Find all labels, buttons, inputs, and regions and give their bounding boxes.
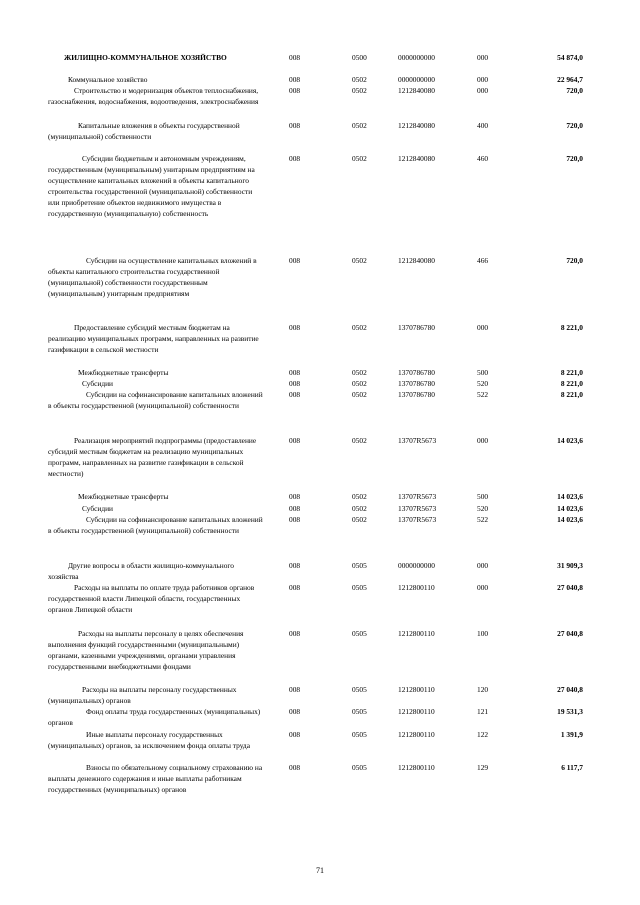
row-name: Фонд оплаты труда государственных (муниципальных) органов — [48, 707, 261, 727]
row-target-article: 13707R5673 — [398, 436, 437, 445]
row-expense-type: 100 — [477, 629, 489, 638]
row-expense-type: 000 — [477, 75, 489, 84]
row-section: 0500 — [352, 53, 367, 62]
row-target-article: 1212840080 — [398, 86, 435, 95]
row-name: Субсидии — [82, 379, 114, 388]
row-grbs: 008 — [289, 436, 301, 445]
row-target-article: 1370786780 — [398, 379, 435, 388]
row-section: 0505 — [352, 629, 367, 638]
row-name: Субсидии на софинансирование капитальных вложений в объекты государственной (муниципальной) собственности — [48, 390, 263, 410]
row-section: 0502 — [352, 256, 367, 265]
row-expense-type: 500 — [477, 368, 489, 377]
row-name: Субсидии на софинансирование капитальных вложений в объекты государственной (муниципальной) собственности — [48, 515, 263, 535]
row-grbs: 008 — [289, 730, 301, 739]
row-grbs: 008 — [289, 53, 301, 62]
row-sum: 14 023,6 — [557, 492, 583, 501]
row-name: Предоставление субсидий местным бюджетам на реализацию муниципальных программ, направленных на развитие газификации в сельской местности — [48, 323, 259, 354]
row-sum: 27 040,8 — [557, 583, 583, 592]
row-target-article: 1212840080 — [398, 256, 435, 265]
row-section: 0502 — [352, 515, 367, 524]
row-expense-type: 000 — [477, 561, 489, 570]
row-target-article: 13707R5673 — [398, 492, 437, 501]
row-expense-type: 122 — [477, 730, 489, 739]
row-sum: 720,0 — [566, 154, 583, 163]
row-sum: 8 221,0 — [560, 323, 583, 332]
row-expense-type: 129 — [477, 763, 489, 772]
row-expense-type: 522 — [477, 515, 489, 524]
row-sum: 8 221,0 — [560, 390, 583, 399]
row-sum: 31 909,3 — [557, 561, 583, 570]
row-section: 0505 — [352, 583, 367, 592]
row-name: Строительство и модернизация объектов теплоснабжения, газоснабжения, водоснабжения, водоотведения, электроснабжения — [48, 86, 259, 106]
row-grbs: 008 — [289, 86, 301, 95]
row-section: 0505 — [352, 561, 367, 570]
row-grbs: 008 — [289, 561, 301, 570]
row-expense-type: 400 — [477, 121, 489, 130]
row-target-article: 0000000000 — [398, 53, 435, 62]
row-section: 0505 — [352, 730, 367, 739]
row-grbs: 008 — [289, 154, 301, 163]
row-grbs: 008 — [289, 763, 301, 772]
row-sum: 27 040,8 — [557, 629, 583, 638]
row-name: Другие вопросы в области жилищно-коммунального хозяйства — [48, 561, 234, 581]
row-grbs: 008 — [289, 390, 301, 399]
row-expense-type: 120 — [477, 685, 489, 694]
row-target-article: 1212800110 — [398, 730, 435, 739]
row-section: 0505 — [352, 685, 367, 694]
row-target-article: 1212800110 — [398, 707, 435, 716]
row-expense-type: 000 — [477, 53, 489, 62]
row-name: Межбюджетные трансферты — [78, 368, 169, 377]
row-grbs: 008 — [289, 75, 301, 84]
row-sum: 6 117,7 — [561, 763, 583, 772]
row-sum: 14 023,6 — [557, 436, 583, 445]
row-section: 0502 — [352, 368, 367, 377]
row-target-article: 0000000000 — [398, 75, 435, 84]
row-target-article: 1370786780 — [398, 368, 435, 377]
row-target-article: 1212800110 — [398, 629, 435, 638]
row-sum: 22 964,7 — [557, 75, 583, 84]
row-name: Капитальные вложения в объекты государственной (муниципальной) собственности — [48, 121, 240, 141]
row-sum: 8 221,0 — [560, 379, 583, 388]
row-grbs: 008 — [289, 707, 301, 716]
row-sum: 14 023,6 — [557, 504, 583, 513]
row-name: ЖИЛИЩНО-КОММУНАЛЬНОЕ ХОЗЯЙСТВО — [64, 53, 227, 62]
row-target-article: 13707R5673 — [398, 504, 437, 513]
row-section: 0505 — [352, 707, 367, 716]
row-section: 0502 — [352, 379, 367, 388]
page-number: 71 — [316, 866, 324, 875]
row-target-article: 1212840080 — [398, 121, 435, 130]
row-expense-type: 520 — [477, 379, 489, 388]
row-expense-type: 000 — [477, 436, 489, 445]
row-grbs: 008 — [289, 515, 301, 524]
row-expense-type: 520 — [477, 504, 489, 513]
row-name: Субсидии — [82, 504, 114, 513]
row-name: Межбюджетные трансферты — [78, 492, 169, 501]
row-name: Расходы на выплаты по оплате труда работников органов государственной власти Липецкой области, государственных органов Липецкой области — [48, 583, 255, 614]
row-expense-type: 466 — [477, 256, 489, 265]
row-grbs: 008 — [289, 368, 301, 377]
row-grbs: 008 — [289, 504, 301, 513]
row-name: Иные выплаты персоналу государственных (муниципальных) органов, за исключением фонда оплаты труда — [48, 730, 250, 750]
row-expense-type: 500 — [477, 492, 489, 501]
row-expense-type: 000 — [477, 86, 489, 95]
row-sum: 8 221,0 — [560, 368, 583, 377]
row-target-article: 1212800110 — [398, 583, 435, 592]
row-expense-type: 522 — [477, 390, 489, 399]
row-expense-type: 000 — [477, 323, 489, 332]
row-target-article: 1212800110 — [398, 685, 435, 694]
row-name: Реализация мероприятий подпрограммы (предоставление субсидий местным бюджетам на реализацию муниципальных программ, направленных на развитие газификации в сельской местности) — [48, 436, 257, 478]
row-grbs: 008 — [289, 685, 301, 694]
row-section: 0502 — [352, 492, 367, 501]
row-sum: 1 391,9 — [560, 730, 583, 739]
row-target-article: 0000000000 — [398, 561, 435, 570]
row-expense-type: 121 — [477, 707, 489, 716]
row-target-article: 1370786780 — [398, 323, 435, 332]
row-name: Расходы на выплаты персоналу государственных (муниципальных) органов — [48, 685, 237, 705]
row-sum: 19 531,3 — [557, 707, 583, 716]
row-section: 0502 — [352, 154, 367, 163]
row-sum: 14 023,6 — [557, 515, 583, 524]
row-section: 0502 — [352, 86, 367, 95]
row-target-article: 1370786780 — [398, 390, 435, 399]
row-name: Субсидии на осуществление капитальных вложений в объекты капитального строительства государственной (муниципальной) собственности государственным (муниципальным) унитарным предприятиям — [48, 256, 257, 298]
row-section: 0502 — [352, 390, 367, 399]
row-sum: 720,0 — [566, 121, 583, 130]
row-grbs: 008 — [289, 492, 301, 501]
row-target-article: 13707R5673 — [398, 515, 437, 524]
row-section: 0502 — [352, 436, 367, 445]
row-target-article: 1212840080 — [398, 154, 435, 163]
row-sum: 720,0 — [566, 86, 583, 95]
row-sum: 27 040,8 — [557, 685, 583, 694]
row-grbs: 008 — [289, 323, 301, 332]
row-section: 0502 — [352, 75, 367, 84]
row-sum: 720,0 — [566, 256, 583, 265]
row-section: 0505 — [352, 763, 367, 772]
row-grbs: 008 — [289, 379, 301, 388]
row-expense-type: 000 — [477, 583, 489, 592]
row-section: 0502 — [352, 504, 367, 513]
row-section: 0502 — [352, 323, 367, 332]
row-name: Расходы на выплаты персоналу в целях обеспечения выполнения функций государственными (муниципальными) органами, казенными учреждениями, органами управления государственными внебюджетными фондами — [48, 629, 244, 671]
row-grbs: 008 — [289, 629, 301, 638]
row-name: Субсидии бюджетным и автономным учреждениям, государственным (муниципальным) унитарным предприятиям на осуществление капитальных вложений в объекты капитального строительства государственной (муниципальной) собственности или приобретение объектов недвижимого имущества в государственную (муниципальную) собственность — [48, 154, 255, 218]
row-sum: 54 874,0 — [557, 53, 583, 62]
row-target-article: 1212800110 — [398, 763, 435, 772]
row-expense-type: 460 — [477, 154, 489, 163]
row-section: 0502 — [352, 121, 367, 130]
row-name: Коммунальное хозяйство — [68, 75, 148, 84]
row-grbs: 008 — [289, 121, 301, 130]
row-grbs: 008 — [289, 256, 301, 265]
row-grbs: 008 — [289, 583, 301, 592]
row-name: Взносы по обязательному социальному страхованию на выплаты денежного содержания и иные выплаты работникам государственных (муниципальных) органов — [48, 763, 263, 794]
